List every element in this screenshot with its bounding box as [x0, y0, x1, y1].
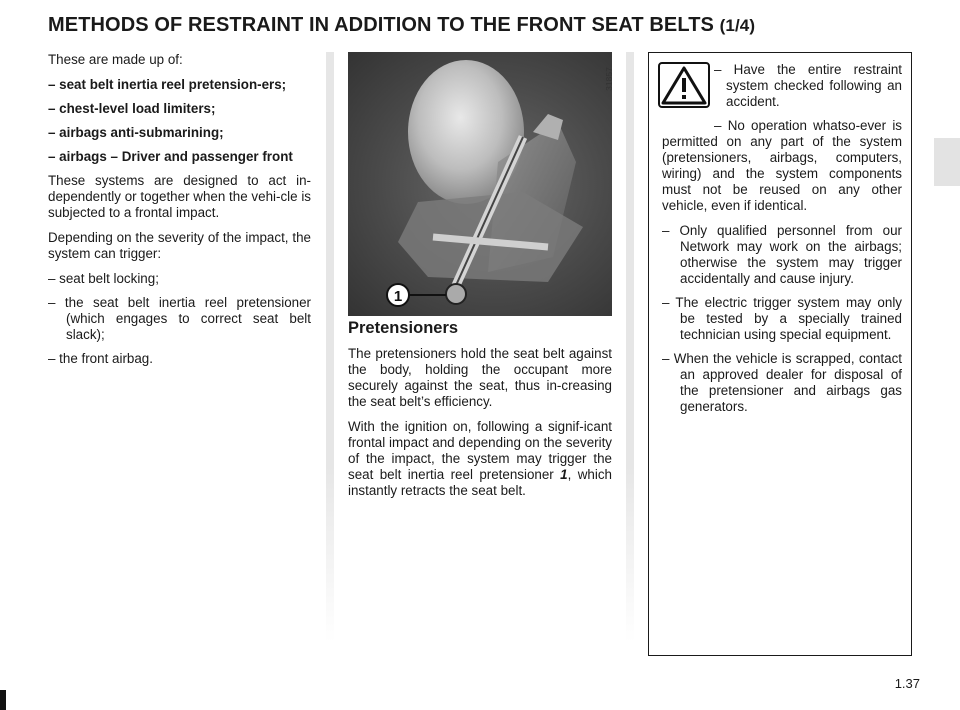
figure-number-text: 31857	[604, 67, 614, 91]
column-1	[48, 52, 311, 375]
inertia-reel	[446, 284, 466, 304]
trigger-item: – the front airbag.	[48, 351, 153, 366]
description-text: These systems are designed to act in-dependently or together when the vehi-cle is subjected to a frontal impact.	[48, 173, 311, 220]
intro-text: These are made up of:	[48, 52, 183, 67]
chapter-tab	[934, 138, 960, 186]
column-divider-1	[326, 52, 334, 642]
callout-number: 1	[393, 288, 403, 305]
trigger-item: – seat belt locking;	[48, 271, 159, 286]
pretensioner-para-2	[348, 419, 612, 499]
figure-number	[602, 60, 616, 98]
component-item: – airbags – Driver and passenger front	[48, 149, 293, 164]
para-2-start: With the ignition on, following a signif-icant frontal impact and depending on the severity of the impact, the system may trigger the seat belt inertia reel pretensioner	[348, 419, 612, 482]
warning-item: – Have the entire restraint system checked following an accident.	[714, 62, 902, 109]
column-2	[348, 320, 612, 508]
page-number: 1.37	[894, 676, 920, 691]
warning-item	[662, 118, 902, 214]
seat-airbag-drawing	[348, 52, 612, 316]
title-main: METHODS OF RESTRAINT IN ADDITION TO THE FRONT SEAT BELTS	[48, 14, 714, 36]
title-part: (1/4)	[719, 16, 756, 35]
severity-intro: Depending on the severity of the impact, the system can trigger:	[48, 230, 311, 261]
corner-mark	[0, 690, 6, 710]
part-reference: 1	[560, 467, 568, 482]
pretensioner-para-1: The pretensioners hold the seat belt against the body, holding the occupant more securely against the seat, thus in-creasing the seat belt’s efficiency.	[348, 346, 612, 409]
warning-item-text: – No operation whatso-ever is permitted on any part of the system (pretensioners, airbags, computers, wiring) and the system components must not be reused on any other vehicle, even if identical.	[662, 118, 902, 213]
warning-item: – When the vehicle is scrapped, contact an approved dealer for disposal of the pretensioner and airbags gas generators.	[662, 351, 902, 414]
column-3	[662, 62, 902, 423]
component-item: – seat belt inertia reel pretension-ers;	[48, 77, 287, 92]
warning-item: – Only qualified personnel from our Network may work on the airbags; otherwise the system may trigger accidentally and cause injury.	[662, 223, 902, 286]
page-title	[48, 14, 755, 37]
component-item: – chest-level load limiters;	[48, 101, 216, 116]
column-divider-2	[626, 52, 634, 642]
section-heading: Pretensioners	[348, 319, 459, 337]
trigger-item: – the seat belt inertia reel pretensioner (which engages to correct seat belt slack);	[48, 295, 311, 342]
warning-item: – The electric trigger system may only be tested by a specially trained technician using special equipment.	[662, 295, 902, 342]
warning-first-block	[662, 62, 902, 110]
pretensioner-illustration	[348, 52, 612, 316]
component-item: – airbags anti-submarining;	[48, 125, 224, 140]
para-2-end: , which instantly retracts the seat belt.	[348, 467, 612, 498]
